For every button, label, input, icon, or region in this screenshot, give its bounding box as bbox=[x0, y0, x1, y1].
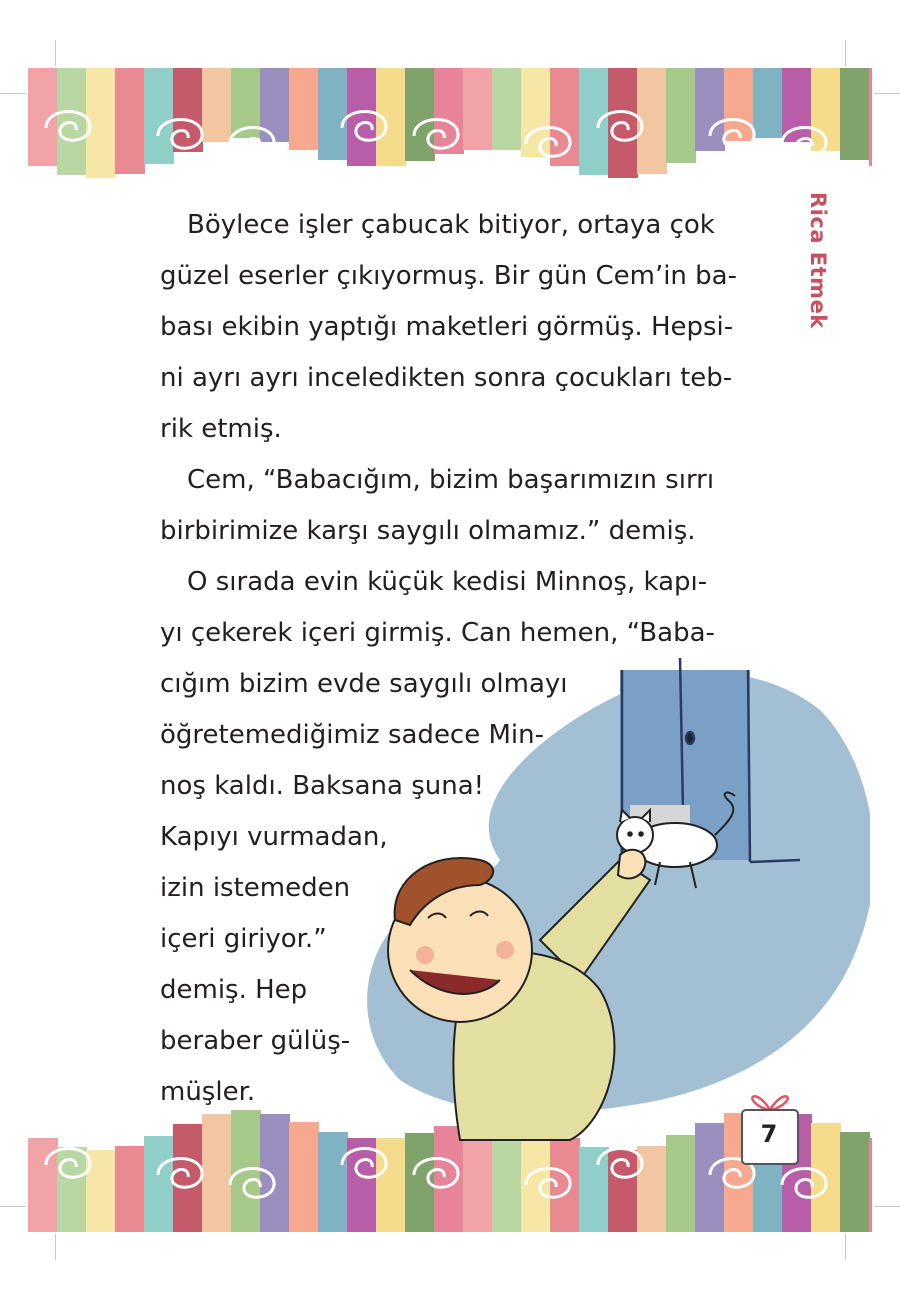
stripe bbox=[695, 68, 725, 151]
crop-mark bbox=[55, 40, 56, 66]
stripe bbox=[347, 68, 377, 166]
top-stripe-band bbox=[28, 68, 872, 178]
paragraph: Cem, “Babacığım, bizim başarımızın sırrı birbirimize karşı saygılı olmamız.” demiş. bbox=[160, 465, 715, 546]
crop-mark bbox=[874, 93, 900, 94]
page-number: 7 bbox=[760, 1120, 778, 1148]
stripe bbox=[666, 68, 696, 163]
stripe bbox=[202, 1114, 232, 1232]
stripe bbox=[144, 1136, 174, 1232]
stripe bbox=[115, 1146, 145, 1232]
stripe bbox=[173, 68, 203, 152]
crop-mark bbox=[845, 1234, 846, 1260]
stripe bbox=[869, 1138, 872, 1232]
crop-mark bbox=[874, 1206, 900, 1207]
stripe bbox=[840, 68, 870, 160]
stripe bbox=[753, 68, 783, 138]
stripe bbox=[579, 1147, 609, 1232]
stripe bbox=[463, 68, 493, 150]
stripe bbox=[724, 68, 754, 141]
stripe bbox=[202, 68, 232, 142]
crop-mark bbox=[0, 1206, 26, 1207]
stripe bbox=[405, 68, 435, 161]
stripe bbox=[144, 68, 174, 164]
crop-mark bbox=[845, 40, 846, 66]
paragraph: O sırada evin küçük kedisi Minnoş, kapı- yı çekerek içeri girmiş. Can hemen, “Baba- cığım bizim evde saygılı olmayı öğretemediğimiz sadece Min- noş kaldı. Baksana şuna! Kapıyı vurmadan, izin istemeden içeri giriyor.” demiş. Hep beraber gülüş- müşler. bbox=[160, 567, 715, 1107]
stripe-decoration bbox=[28, 68, 872, 178]
stripe bbox=[231, 1110, 261, 1232]
story-text bbox=[160, 200, 740, 1118]
stripe bbox=[550, 1138, 580, 1232]
stripe bbox=[115, 68, 145, 174]
stripe bbox=[173, 1124, 203, 1232]
stripe bbox=[289, 68, 319, 150]
stripe bbox=[579, 68, 609, 175]
paragraph: Böylece işler çabucak bitiyor, ortaya çok güzel eserler çıkıyormuş. Bir gün Cem’in ba- bası ekibin yaptığı maketleri görmüş. Hepsi- ni ayrı ayrı inceledikten sonra çocukları teb- rik etmiş. bbox=[160, 210, 737, 444]
stripe bbox=[492, 68, 522, 150]
crop-mark bbox=[0, 93, 26, 94]
stripe bbox=[318, 68, 348, 160]
stripe bbox=[782, 68, 812, 142]
crop-mark bbox=[55, 1234, 56, 1260]
stripe bbox=[289, 1122, 319, 1232]
stripe bbox=[434, 68, 464, 154]
chapter-title: Rica Etmek bbox=[806, 192, 830, 329]
stripe bbox=[260, 1114, 290, 1232]
stripe bbox=[869, 68, 872, 166]
